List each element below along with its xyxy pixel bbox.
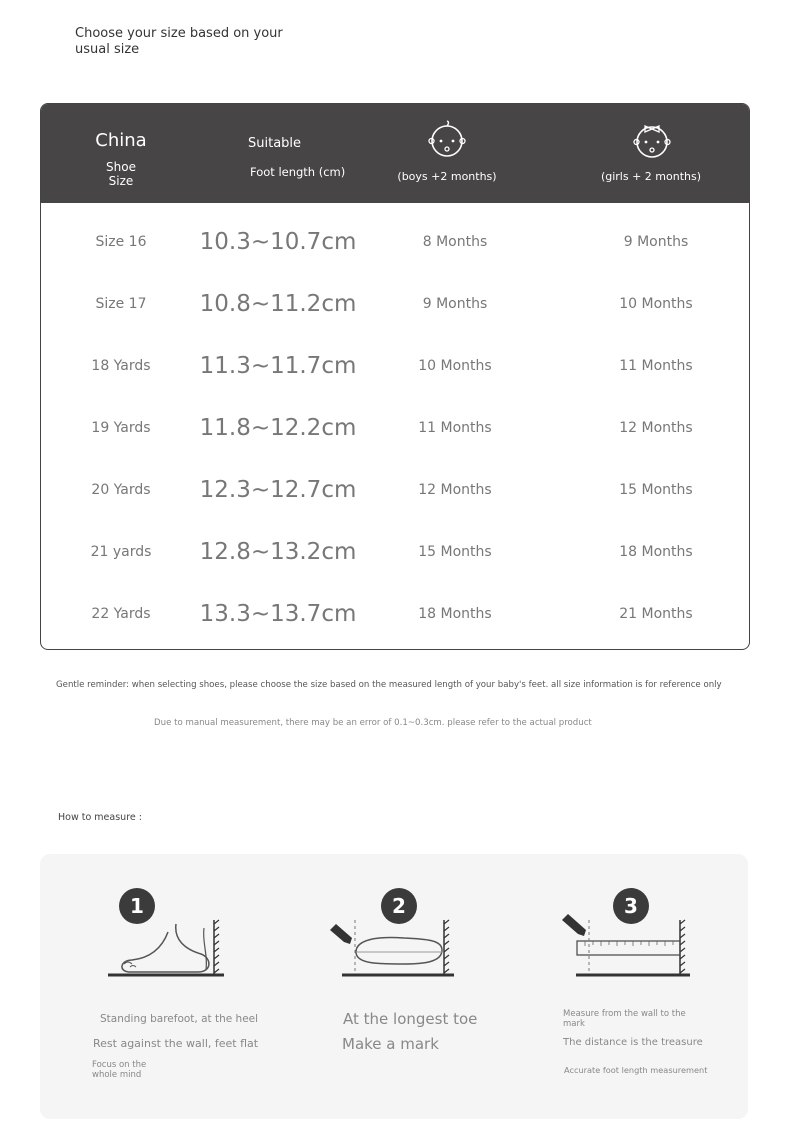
header-china: China: [95, 130, 147, 151]
cell-girls: 12 Months: [619, 420, 693, 436]
foot-against-wall-icon: [106, 914, 226, 980]
step-2-line-1: At the longest toe: [343, 1010, 478, 1028]
table-header: [41, 104, 749, 203]
cell-boys: 11 Months: [418, 420, 492, 436]
cell-foot-length: 12.3~12.7cm: [199, 477, 357, 503]
table-row: [41, 203, 749, 265]
cell-boys: 9 Months: [422, 296, 488, 312]
cell-boys: 8 Months: [422, 234, 488, 250]
cell-boys: 12 Months: [418, 482, 492, 498]
mark-longest-toe-icon: [326, 914, 456, 980]
table-row: [41, 451, 749, 513]
table-body: [41, 203, 749, 637]
table-row: [41, 265, 749, 327]
header-shoe-size: Shoe Size: [106, 160, 136, 188]
cell-size: Size 17: [95, 296, 147, 312]
cell-size: 18 Yards: [91, 358, 151, 374]
cell-size: 21 yards: [90, 544, 152, 560]
step-1-badge: 1: [119, 888, 155, 924]
error-note: Due to manual measurement, there may be an error of 0.1~0.3cm. please refer to the actual product: [154, 718, 592, 728]
cell-girls: 9 Months: [623, 234, 689, 250]
cell-girls: 18 Months: [619, 544, 693, 560]
header-girls: (girls + 2 months): [600, 170, 702, 183]
step-1-line-1: Standing barefoot, at the heel: [100, 1013, 259, 1025]
step-3-line-3: Accurate foot length measurement: [564, 1065, 708, 1075]
gentle-reminder: Gentle reminder: when selecting shoes, please choose the size based on the measured length of your baby's feet. all size information is for reference only: [56, 680, 722, 690]
step-2-badge: 2: [381, 888, 417, 924]
table-row: [41, 327, 749, 389]
how-to-measure-title: How to measure :: [58, 812, 142, 823]
cell-boys: 10 Months: [418, 358, 492, 374]
step-1-line-2: Rest against the wall, feet flat: [93, 1037, 259, 1050]
step-3-badge: 3: [613, 888, 649, 924]
header-foot-length: Foot length (cm): [250, 165, 346, 179]
step-2-line-2: Make a mark: [342, 1035, 439, 1053]
cell-boys: 15 Months: [418, 544, 492, 560]
cell-girls: 11 Months: [619, 358, 693, 374]
cell-size: 19 Yards: [91, 420, 151, 436]
cell-foot-length: 13.3~13.7cm: [199, 601, 357, 627]
cell-size: 22 Yards: [91, 606, 151, 622]
baby-girl-face-icon: [631, 120, 673, 160]
table-row: [41, 513, 749, 575]
step-3-line-2: The distance is the treasure: [563, 1037, 703, 1048]
cell-foot-length: 11.8~12.2cm: [199, 415, 357, 441]
cell-boys: 18 Months: [418, 606, 492, 622]
cell-size: Size 16: [95, 234, 147, 250]
cell-foot-length: 12.8~13.2cm: [199, 539, 357, 565]
step-3-line-1: Measure from the wall to the mark: [563, 1009, 686, 1029]
table-row: [41, 389, 749, 451]
ruler-measure-icon: [560, 914, 690, 980]
table-row: [41, 575, 749, 637]
cell-foot-length: 11.3~11.7cm: [199, 353, 357, 379]
header-boys: (boys +2 months): [397, 170, 497, 183]
intro-text: Choose your size based on your usual size: [75, 26, 283, 57]
measure-steps-panel: [40, 854, 748, 1119]
cell-size: 20 Yards: [91, 482, 151, 498]
header-suitable: Suitable: [248, 136, 302, 151]
cell-foot-length: 10.3~10.7cm: [199, 229, 357, 255]
cell-girls: 21 Months: [619, 606, 693, 622]
size-chart-table: [40, 103, 750, 650]
cell-foot-length: 10.8~11.2cm: [199, 291, 357, 317]
cell-girls: 15 Months: [619, 482, 693, 498]
step-1-line-3: Focus on the whole mind: [92, 1060, 147, 1080]
baby-boy-face-icon: [427, 120, 467, 160]
cell-girls: 10 Months: [619, 296, 693, 312]
